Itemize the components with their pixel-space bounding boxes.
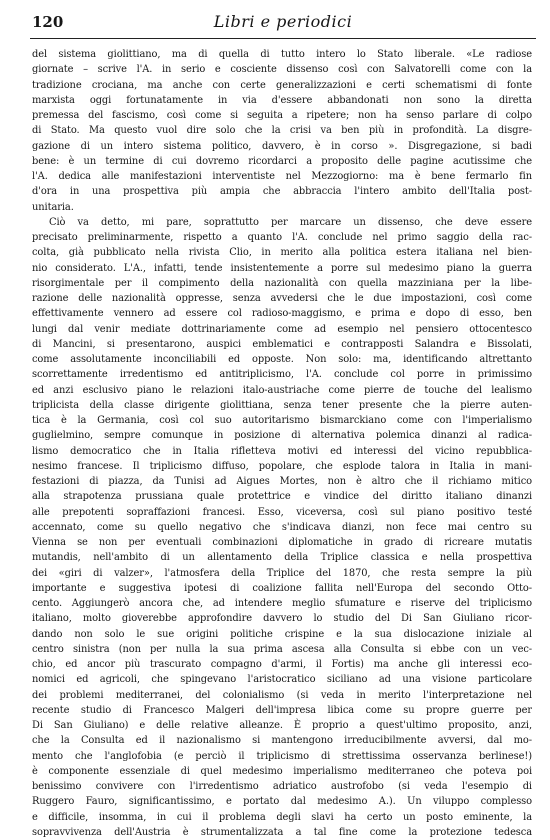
text-line: nomici ed agricoli, che spingevano l'aristocratico siciliano ad una visione particolare — [32, 674, 532, 686]
text-line: chio, ed ancor più trascurato compagno d'armi, il Fortis) ma anche gli interessi eco- — [32, 659, 532, 670]
text-line: tradizione crociana, ma anche con certe generalizzazioni e certi schematismi di fonte — [32, 79, 532, 91]
text-line: triplicista della classe dirigente giolittiana, senza tener presente che la pierre auten- — [32, 399, 532, 411]
running-title: Libri e periodici — [213, 12, 353, 31]
body-text — [32, 47, 532, 840]
text-line: nesimo francese. Il triplicismo diffuso, popolare, che esplode talora in Italia in mani- — [32, 460, 532, 472]
text-line: che la Consulta ed il nazionalismo si mantengono irreducibilmente avversi, dal mo- — [32, 735, 532, 747]
text-line: recente studio di Francesco Malgeri dell'impresa libica come su propre guerre per — [32, 704, 532, 716]
text-line: Ruggero Fauro, significantissimo, e portato dal medesimo A.). Un viluppo complesso — [32, 796, 532, 808]
text-line: festazioni di piazza, da Tunisi ad Aigues Mortes, non è altro che il richiamo mitico — [32, 476, 532, 487]
text-line: è componente essenziale di quel medesimo imperialismo mediterraneo che poteva poi — [32, 765, 532, 777]
text-line: scorrettamente irredentismo ed antitriplicismo, l'A. conclude col porre in primissimo — [32, 369, 532, 381]
text-line: razione delle nazionalità oppresse, senza avvedersi che le due impostazioni, così come — [32, 293, 532, 304]
text-line: unitaria. — [32, 201, 74, 213]
text-line: mutandis, nell'ambito di un allentamento della Triplice classica e nella prospettiva — [32, 552, 532, 564]
text-line: e difficile, insomma, in cui il problema degli slavi ha certo un posto eminente, la — [32, 811, 532, 823]
text-line: sopravvivenza dell'Austria è strumentalizzata a tal fine come la protezione tedesca — [32, 826, 532, 838]
text-line: del sistema giolittiano, ma di quella di tutto intero lo Stato liberale. «Le radiose — [32, 49, 532, 60]
text-line: guglielmino, sempre comunque in posizione di alternativa polemica dinanzi al radica- — [32, 430, 532, 442]
text-line: come assolutamente inconciliabili ed opposte. Non solo: ma, identificando altrettanto — [32, 354, 532, 365]
text-line: alle prepotenti sopraffazioni francesi. Esso, viceversa, così sul piano positivo testé — [32, 506, 532, 518]
text-line: alla strapotenza prussiana quale protettrice e vindice del diritto italiano dinanzi — [32, 491, 532, 503]
text-line: centro sinistra (non per nulla la sua prima ascesa alla Consulta si ebbe con un vec- — [32, 643, 532, 655]
text-line: colta, già pubblicato nella rivista Clio, in merito alla politica estera italiana nel bien- — [32, 247, 532, 259]
text-line: Vienna se non per eventuali combinazioni diplomatiche in grado di ricreare mutatis — [32, 537, 532, 548]
text-line: gazione di un intero sistema politico, davvero, è in corso ». Disgregazione, si badi — [32, 140, 532, 152]
text-line: marxista oggi fortunatamente in via d'essere abbandonati non sono la diretta — [32, 94, 532, 106]
page-header — [30, 12, 536, 39]
text-line: accennato, come su quello negativo che s'indicava dianzi, non fece mai centro su — [32, 521, 532, 533]
text-line: tica è la Germania, così col suo autoritarismo bismarckiano come con l'imperialismo — [32, 415, 532, 426]
text-line: premessa del fascismo, così come si seguita a ripetere; non ha senso parlare di colpo — [32, 110, 532, 121]
text-line: mento che l'anglofobia (e perciò il triplicismo di strettissima osservanza berlinese!) — [32, 750, 532, 762]
text-line: bene: è un termine di cui dovremo ricordarci a proposito delle pagine acutissime che — [32, 155, 532, 167]
text-line: importante e suggestiva ipotesi di coalizione fallita nell'Europa del secondo Otto- — [32, 582, 532, 594]
text-line: di Stato. Ma questo vuol dire solo che la crisi va ben più in profondità. La disgre- — [32, 125, 532, 137]
text-line: effettivamente vennero ad essere col radioso-maggismo, e prima e dopo di esso, ben — [32, 308, 532, 320]
text-line: italiano, molto gioverebbe approfondire davvero lo studio del Di San Giuliano ricor- — [32, 613, 532, 625]
text-line: Ciò va detto, mi pare, soprattutto per marcare un dissenso, che deve essere — [49, 216, 532, 228]
text-line: lismo democratico che in Italia rifletteva motivi ed interessi del vicino repubblica- — [32, 445, 532, 457]
text-line: lungi dal venir mediate dottrinariamente come ad esempio nel pensiero ottocentesco — [32, 323, 532, 335]
text-line: Di San Giuliano) e delle relative alleanze. È proprio a quest'ultimo proposito, anzi, — [32, 720, 532, 731]
text-line: dei problemi mediterranei, del colonialismo (si veda in merito l'interpretazione nel — [32, 689, 532, 701]
text-line: l'A. dedica alle manifestazioni interventiste nel Mezzogiorno: ma è bene fermarlo fin — [32, 171, 532, 182]
text-line: giornate – scrive l'A. in serio e cosciente dissenso così con Salvatorelli come con la — [32, 64, 532, 76]
text-line: dei «giri di valzer», l'atmosfera della Triplice del 1870, che resta sempre la più — [32, 567, 532, 579]
text-line: ed anzi esclusivo piano le relazioni italo-austriache come pierre de touche del lealismo — [32, 384, 532, 396]
text-line: dando non solo le sue origini politiche crispine e la sua dislocazione iniziale al — [32, 628, 532, 640]
text-line: d'ora in una prospettiva più ampia che abbraccia l'intero ambito dell'Italia post- — [32, 186, 532, 198]
text-line: cento. Aggiungerò ancora che, ad intendere meglio sfumature e riserve del triplicismo — [32, 598, 532, 609]
text-line: di Mancini, si presentarono, auspici emblematici e contrapposti Salandra e Bissolati, — [32, 338, 532, 350]
text-line: benissimo convivere con l'irredentismo adriatico austrofobo (si veda l'esempio di — [32, 781, 532, 792]
text-line: risorgimentale per il compimento della nazionalità con quella mazziniana per la libe- — [32, 277, 532, 289]
text-line: precisato preliminarmente, rispetto a quanto l'A. conclude nel primo saggio della rac- — [32, 232, 532, 243]
text-line: nio considerato. L'A., infatti, tende insistentemente a porre sul medesimo piano la guerra — [32, 262, 532, 274]
page-number: 120 — [32, 13, 64, 31]
